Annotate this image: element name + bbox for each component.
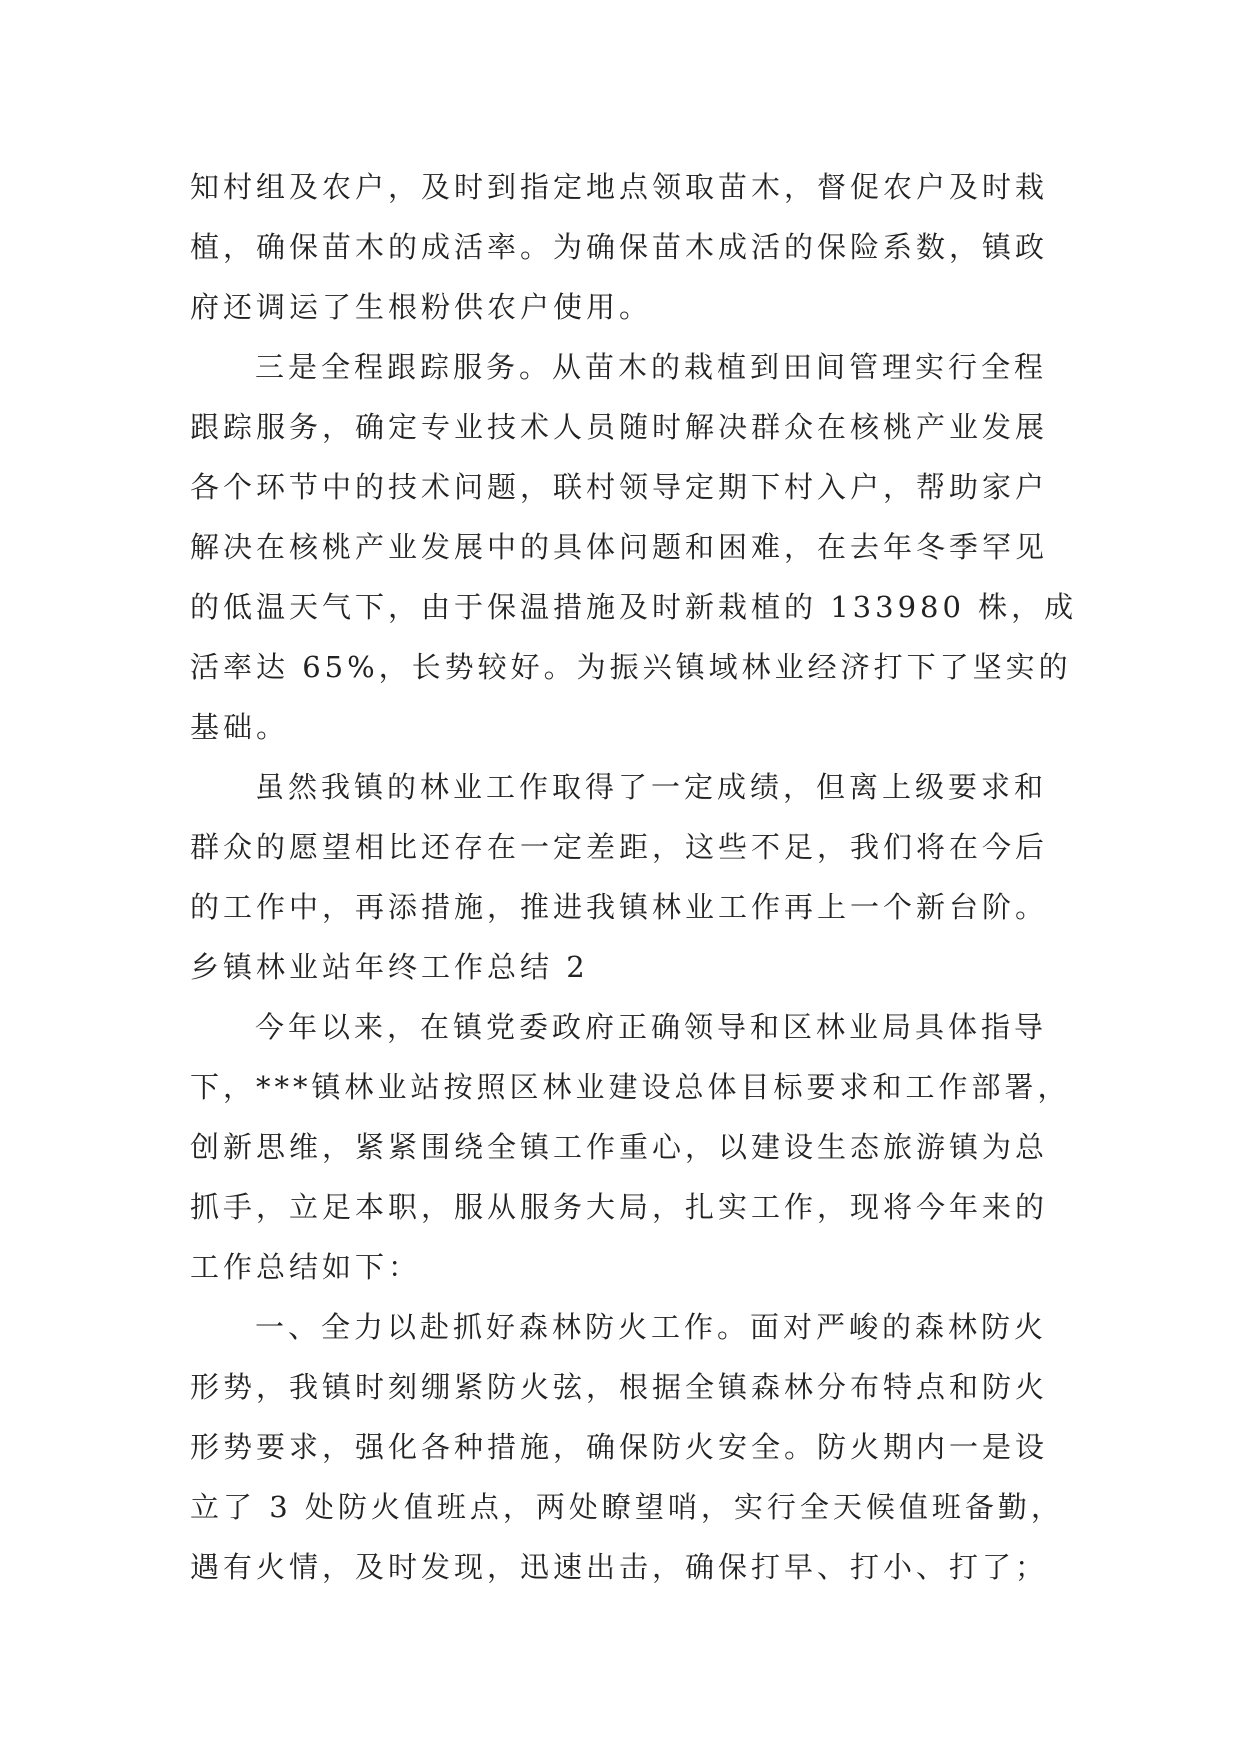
text-line: 的工作中，再添措施，推进我镇林业工作再上一个新台阶。 bbox=[190, 890, 1049, 924]
section-title: 乡镇林业站年终工作总结 2 bbox=[190, 950, 589, 984]
text-line: 立了 3 处防火值班点，两处瞭望哨，实行全天候值班备勤， bbox=[190, 1490, 1064, 1524]
text-line: 知村组及农户，及时到指定地点领取苗木，督促农户及时栽 bbox=[190, 170, 1049, 204]
text-line: 植，确保苗木的成活率。为确保苗木成活的保险系数，镇政 bbox=[190, 230, 1049, 264]
text-line: 解决在核桃产业发展中的具体问题和困难，在去年冬季罕见 bbox=[190, 530, 1049, 564]
text-line: 基础。 bbox=[190, 710, 290, 744]
text-line: 下，***镇林业站按照区林业建设总体目标要求和工作部署， bbox=[190, 1070, 1071, 1104]
text-line: 各个环节中的技术问题，联村领导定期下村入户，帮助家户 bbox=[190, 470, 1049, 504]
text-line: 府还调运了生根粉供农户使用。 bbox=[190, 290, 653, 324]
paragraph-first-line: 虽然我镇的林业工作取得了一定成绩，但离上级要求和 bbox=[255, 770, 1048, 804]
text-line: 形势，我镇时刻绷紧防火弦，根据全镇森林分布特点和防火 bbox=[190, 1370, 1049, 1404]
text-line: 抓手，立足本职，服从服务大局，扎实工作，现将今年来的 bbox=[190, 1190, 1049, 1224]
text-line: 遇有火情，及时发现，迅速出击，确保打早、打小、打了； bbox=[190, 1550, 1049, 1584]
paragraph-first-line: 三是全程跟踪服务。从苗木的栽植到田间管理实行全程 bbox=[255, 350, 1048, 384]
text-line: 工作总结如下： bbox=[190, 1250, 422, 1284]
text-line: 群众的愿望相比还存在一定差距，这些不足，我们将在今后 bbox=[190, 830, 1049, 864]
text-line: 跟踪服务，确定专业技术人员随时解决群众在核桃产业发展 bbox=[190, 410, 1049, 444]
paragraph-first-line: 今年以来，在镇党委政府正确领导和区林业局具体指导 bbox=[255, 1010, 1048, 1044]
paragraph-first-line: 一、全力以赴抓好森林防火工作。面对严峻的森林防火 bbox=[255, 1310, 1048, 1344]
text-line: 活率达 65%，长势较好。为振兴镇域林业经济打下了坚实的 bbox=[190, 650, 1072, 684]
text-line: 形势要求，强化各种措施，确保防火安全。防火期内一是设 bbox=[190, 1430, 1049, 1464]
text-line: 的低温天气下，由于保温措施及时新栽植的 133980 株，成 bbox=[190, 590, 1078, 624]
text-line: 创新思维，紧紧围绕全镇工作重心，以建设生态旅游镇为总 bbox=[190, 1130, 1049, 1164]
